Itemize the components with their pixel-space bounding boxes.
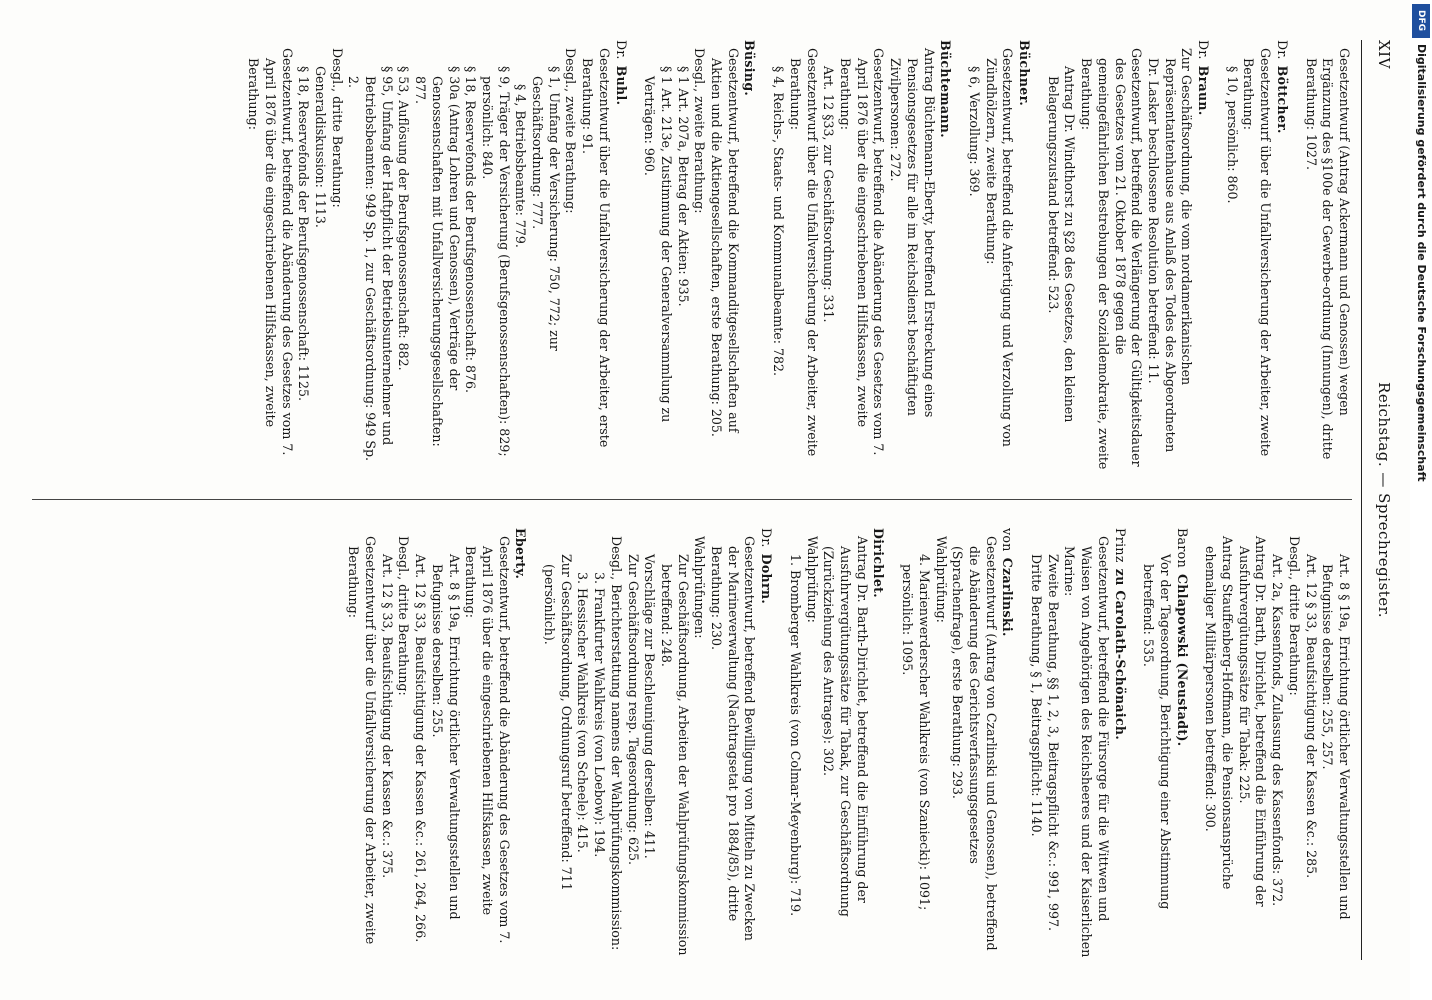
entry-line: § 4, Reichs-, Staats- und Kommunalbeamte: 782.: [771, 66, 787, 377]
entry-line: Gesetzentwurf, betreffend die Verlängerung der Gültigkeitsdauer des Gesetzes vom 21. Oktober 1878 gegen die gemeingefährlichen Bestrebungen der Sozialdemokratie, zweite Berathung:: [1079, 48, 1145, 470]
entry-line: Gesetzentwurf, betreffend die Abänderung des Gesetzes vom 7. April 1876 über die eingeschriebenen Hilfskassen, zweite Berathung:: [463, 536, 512, 944]
speaker-name: Buhl.: [613, 65, 629, 106]
entry-gap: [953, 40, 961, 472]
speaker-name: Czarlinski.: [1000, 557, 1016, 637]
entry-line: § 1 Art. 207a, Betrag der Aktien: 935.: [675, 66, 691, 307]
entry-line: Antrag Dr. Barth, Dirichlet, betreffend die Einführung der Ausfuhrvergütungssätze für Tabak: 225.: [1236, 536, 1269, 907]
entry-line: § 10, persönlich: 860.: [1224, 66, 1240, 204]
speaker-name: Dohrn.: [759, 553, 775, 605]
entry-line: 3. Frankfurter Wahlkreis (von Loebow): 194.: [592, 572, 608, 858]
page-number: XIV: [1375, 40, 1393, 69]
entry-line: Desgl., Berichterstattung namens der Wahlprüfungskommission:: [608, 536, 624, 951]
entry-line: Desgl., dritte Berathung:: [329, 48, 345, 208]
entry-gap: [629, 40, 637, 472]
entry-line: § 1, Umfang der Versicherung: 750, 772; zur Geschäftsordnung: 777.: [530, 66, 562, 351]
running-title: Reichstag. — Sprechregister.: [1375, 382, 1393, 618]
entry-line: § 9, Träger der Versicherung (Berufsgenossenschaften): 829; persönlich: 840.: [479, 66, 512, 457]
speaker-title: Dr.: [1196, 40, 1212, 60]
register-entry: [1027, 528, 1127, 960]
speaker-heading: [870, 528, 887, 960]
entry-line: Gesetzentwurf (Antrag von Czarlinski und Genossen), betreffend die Abänderung des Gerichtsverfassungsgesetzes (Sprachenfrage), erste Berathung: 293.: [950, 536, 999, 951]
page-header: [1370, 40, 1392, 960]
register-entry: [770, 40, 954, 472]
speaker-heading: [612, 40, 629, 472]
register-entry: [898, 528, 1015, 960]
entry-gap: [886, 528, 894, 960]
entry-line: Generaldiskussion: 1113.: [312, 66, 328, 228]
speaker-name: Braun.: [1196, 65, 1212, 116]
entry-line: Zur Geschäftsordnung, Ordnungsruf betreffend: 711 (persönlich).: [542, 554, 574, 891]
register-entry: [244, 40, 628, 472]
speaker-title: Prinz: [1112, 528, 1128, 563]
entry-line: § 30a (Antrag Lohren und Genossen), Verträge der Genossenschaften mit Unfallversicherungsgesellschaften: 877.: [413, 66, 462, 447]
entry-line: § 4, Betriebsbeamte: 779.: [513, 84, 529, 248]
entry-line: § 95, Umfang der Haftpflicht der Betriebsunternehmer und Betriebsbeamten: 949 Sp. 1, zur Geschäftsordnung: 949 Sp. 2.: [346, 66, 395, 462]
entry-line: Zweite Berathung, §§ 1, 2, 3, Beitragspflicht &c.: 991, 997.: [1045, 554, 1061, 932]
entry-line: Art. 8 § 19a, Errichtung örtlicher Verwaltungsstellen und Befugnisse derselben: 255.: [429, 554, 462, 920]
entry-line: Wahlprüfung:: [933, 536, 949, 623]
entry-line: 4. Marienwerderscher Wahlkreis (von Szaniecki): 1091; persönlich: 1095.: [900, 554, 932, 911]
speaker-name: Eberty.: [513, 528, 529, 580]
speaker-name: Büchtemann.: [938, 40, 954, 138]
entry-line: Wahlprüfung:: [804, 536, 820, 623]
entry-line: Art. 12 § 33, Beaufsichtigung der Kassen &c.: 375.: [379, 554, 395, 879]
entry-line: Gesetzentwurf, betreffend die Abänderung des Gesetzes vom 7. April 1876 über die eingeschriebenen Hilfskassen, zweite Berathung:: [246, 48, 295, 456]
speaker-heading: [741, 40, 758, 472]
entry-line: Desgl., zweite Berathung:: [563, 48, 579, 214]
entry-line: Art. 12 §33, zur Geschäftsordnung: 331.: [821, 66, 837, 323]
register-entry: [1223, 40, 1290, 472]
speaker-title: Dr.: [1274, 40, 1290, 60]
speaker-heading: [999, 528, 1016, 960]
speaker-heading: [937, 40, 954, 472]
entry-line: Desgl., zweite Berathung:: [692, 48, 708, 214]
speaker-name: Dirichlet.: [871, 528, 887, 598]
entry-line: Gesetzentwurf, betreffend die Fürsorge für die Wittwen und Waisen von Angehörigen des Reichsheeres und der Kaiserlichen Marine:: [1062, 536, 1111, 958]
speaker-heading: [1111, 528, 1128, 960]
entry-line: Art. 12 § 33, Beaufsichtigung der Kassen &c.: 285.: [1303, 554, 1319, 879]
entry-line: Wahlprüfungen:: [692, 536, 708, 639]
entry-line: Dritte Berathung, § 1, Beitragspflicht: 1140.: [1029, 554, 1045, 837]
entry-line: Gesetzentwurf über die Unfallversicherung der Arbeiter, zweite Berathung:: [1241, 48, 1274, 457]
entry-line: Gesetzentwurf über die Unfallversicherung der Arbeiter, erste Berathung: 91.: [580, 48, 612, 448]
right-column: [32, 528, 1352, 960]
entry-line: § 6, Verzollung: 369.: [966, 66, 982, 197]
entry-line: Vorschläge zur Beschleunigung derselben: 411.: [642, 554, 658, 859]
entry-gap: [1211, 40, 1219, 472]
entry-line: Gesetzentwurf, betreffend die Kommanditgesellschaften auf Aktien und die Aktiengesellschaften, erste Berathung: 205.: [709, 48, 741, 437]
entry-line: Zur Geschäftsordnung, die vom nordamerikanischen Repräsentantenhause aus Anlaß des Todes des Abgeordneten Dr. Lasker beschlossene Resolution betreffend: 11.: [1145, 48, 1195, 453]
entry-line: Art. 12 § 33, Beaufsichtigung der Kassen &c.: 261, 264, 266.: [413, 554, 429, 943]
speaker-title: von: [1000, 528, 1016, 552]
speaker-heading: [1173, 528, 1190, 960]
speaker-title: Dr.: [613, 40, 629, 60]
entry-gap: [774, 528, 782, 960]
entry-gap: [1190, 528, 1198, 960]
left-column: [32, 40, 1352, 472]
register-entry: [540, 528, 774, 960]
entry-line: Zur Geschäftsordnung resp. Tagesordnung: 625.: [625, 554, 641, 866]
entry-line: Antrag Büchtemann-Eberty, betreffend Erstreckung eines Pensionsgesetzes für alle im Reichsdienst beschäftigten Zivilpersonen: 272.: [888, 48, 937, 418]
entry-line: Desgl., dritte Berathung:: [396, 536, 412, 696]
speaker-name: zu Carolath-Schönaich.: [1112, 568, 1128, 741]
entry-line: Desgl., dritte Berathung:: [1286, 536, 1302, 696]
speaker-heading: [758, 528, 775, 960]
entry-gap: [1032, 40, 1040, 472]
dfg-logo: DFG: [1412, 4, 1430, 38]
register-entry: [965, 40, 1032, 472]
register-entry: [1302, 40, 1352, 472]
digitization-note: Digitalisierung gefördert durch die Deutsche Forschungsgemeinschaft: [1415, 44, 1428, 482]
entry-gap: [1290, 40, 1298, 472]
speaker-name: Büsing.: [742, 40, 758, 97]
entry-line: Zur Geschäftsordnung, Arbeiten der Wahlprüfungskommission betreffend: 248.: [658, 554, 691, 956]
entry-line: Antrag Stauffenberg-Hoffmann, die Pensionsansprüche ehemaliger Militärpersonen betreffend: 300.: [1203, 536, 1236, 890]
entry-line: Antrag Dr. Barth-Dirichlet, betreffend die Einführung der Ausfuhrvergütungssätze für Tabak, zur Geschäftsordnung (Zurückziehung des Antrages): 302.: [821, 536, 870, 917]
register-entry: [1044, 40, 1211, 472]
entry-line: § 1 Art. 213e, Zustimmung der Generalversammlung zu Verträgen: 960.: [642, 66, 674, 423]
entry-line: 3. Hessischer Wahlkreis (von Scheele): 415.: [575, 572, 591, 853]
speaker-heading: [1015, 40, 1032, 472]
entry-line: § 18, Reservefonds der Berufsgenossenschaft: 876.: [463, 66, 479, 393]
register-entry: [1202, 528, 1352, 960]
register-entry: [786, 528, 886, 960]
speaker-name: Böttcher.: [1274, 65, 1290, 134]
entry-line: Gesetzentwurf über die Unfallversicherung der Arbeiter, zweite Berathung:: [346, 536, 379, 945]
entry-line: Gesetzentwurf (Antrag Ackermann und Genossen) wegen Ergänzung des §100e der Gewerbe-ordnung (Innungen), dritte Berathung: 1027.: [1303, 48, 1352, 460]
entry-line: Gesetzentwurf, betreffend die Abänderung des Gesetzes vom 7. April 1876 über die eingeschriebenen Hilfskassen, zweite Berathung:: [838, 48, 887, 456]
entry-line: Art. 2a, Kassenfonds, Zulassung des Kassenfonds: 372.: [1270, 554, 1286, 907]
header-rule: [1361, 40, 1362, 960]
entry-gap: [1015, 528, 1023, 960]
entry-line: 1. Bromberger Wahlkreis (von Colmar-Meyenburg): 719.: [787, 554, 803, 917]
entry-line: § 18, Reservefonds der Berufsgenossenschaft: 1125.: [296, 66, 312, 402]
entry-line: Gesetzentwurf über die Unfallversicherung der Arbeiter, zweite Berathung:: [787, 48, 820, 457]
entry-gap: [758, 40, 766, 472]
entry-gap: [1128, 528, 1136, 960]
entry-line: Antrag Dr. Windthorst zu §28 des Gesetzes, den kleinen Belagerungszustand betreffend: 523.: [1045, 66, 1078, 423]
entry-line: Art. 8 § 19a, Errichtung örtlicher Verwaltungsstellen und Befugnisse derselben: 255, 257.: [1320, 554, 1352, 920]
register-entry: [641, 40, 758, 472]
entry-gap: [528, 528, 536, 960]
column-divider: [32, 499, 1352, 500]
speaker-heading: [1273, 40, 1290, 472]
entry-line: § 53, Auflösung der Berufsgenossenschaft: 882.: [396, 66, 412, 371]
register-entry: [1140, 528, 1190, 960]
speaker-heading: [512, 528, 529, 960]
speaker-heading: [1194, 40, 1211, 472]
entry-line: Gesetzentwurf, betreffend die Anfertigung und Verzollung von Zündhölzern, zweite Berathung:: [983, 48, 1016, 447]
speaker-name: Chlapowski (Neustadt).: [1174, 573, 1190, 747]
speaker-title: Baron: [1174, 528, 1190, 568]
register-entry: [345, 528, 529, 960]
entry-line: Gesetzentwurf, betreffend Bewilligung von Mitteln zu Zwecken der Marineverwaltung (Nachtragsetat pro 1884/85), dritte Berathung: 230.: [709, 536, 758, 941]
entry-line: Vor der Tagesordnung, Berichtigung einer Abstimmung betreffend: 535.: [1141, 554, 1173, 910]
digitization-sidebar: [1410, 0, 1432, 1000]
speaker-name: Büchner.: [1017, 40, 1033, 107]
speaker-title: Dr.: [759, 528, 775, 548]
